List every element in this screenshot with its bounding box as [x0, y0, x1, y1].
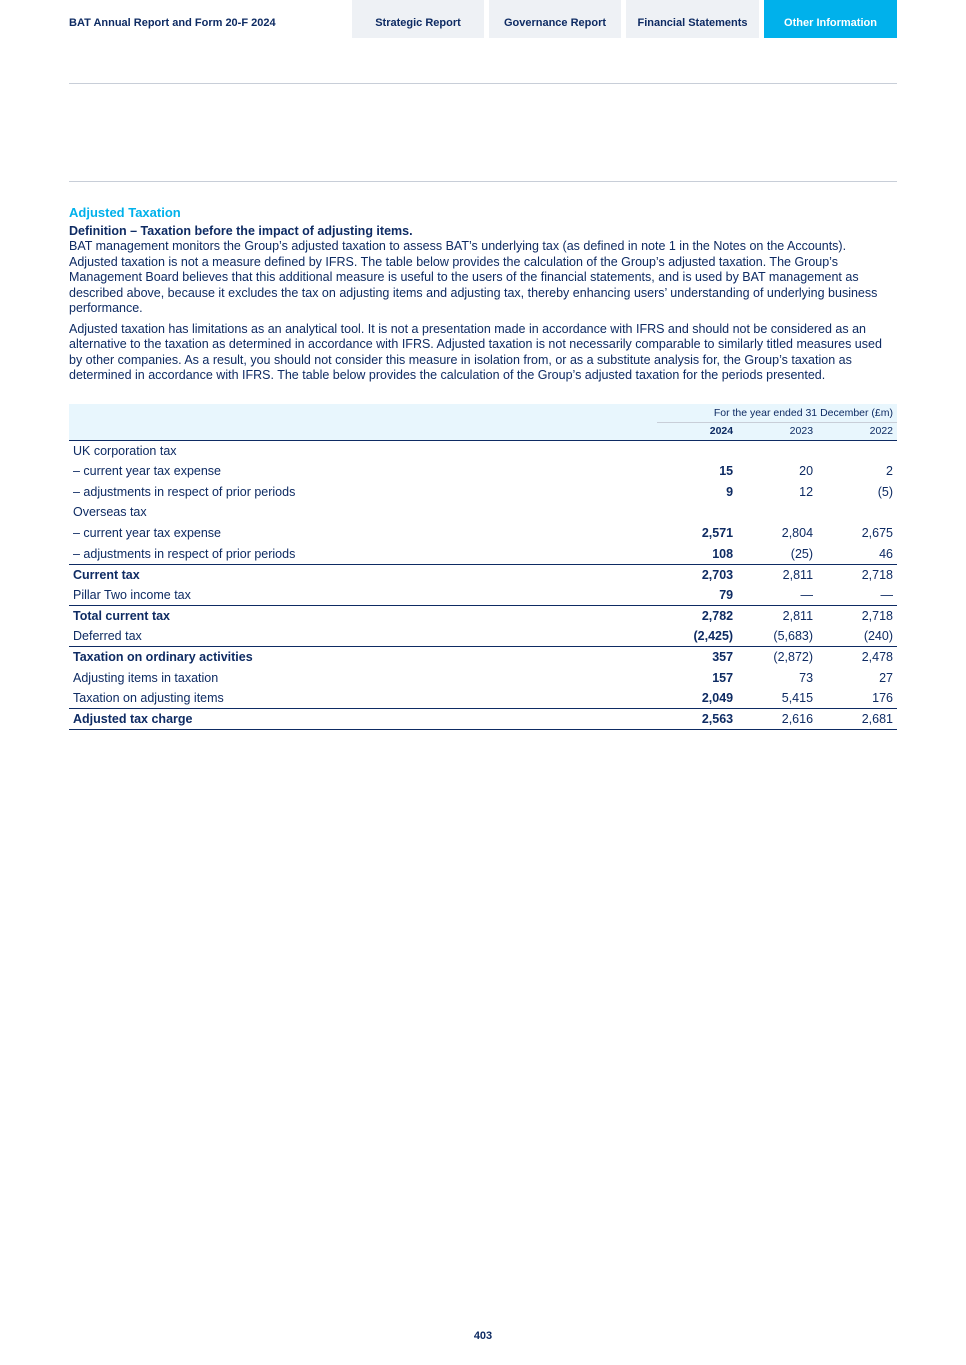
table-header-period: [69, 404, 897, 422]
table-row: Pillar Two income tax 79 — —: [73, 587, 893, 602]
table-row: Adjusting items in taxation 157 73 27: [73, 670, 893, 685]
table-row-subtotal: Total current tax 2,782 2,811 2,718: [69, 606, 897, 627]
tab-other-information[interactable]: Other Information: [764, 0, 897, 38]
table-row: – current year tax expense 2,571 2,804 2,675: [73, 526, 893, 541]
section-title: Adjusted Taxation: [69, 205, 181, 220]
year-2022: 2022: [817, 422, 897, 440]
adjusted-taxation-section: [69, 205, 897, 384]
report-title: BAT Annual Report and Form 20-F 2024: [69, 17, 276, 29]
year-2023: 2023: [737, 422, 817, 440]
table-row: – adjustments in respect of prior periods 108 (25) 46: [73, 546, 893, 561]
table-row: – current year tax expense 15 20 2: [73, 464, 893, 479]
tab-financial-statements[interactable]: Financial Statements: [626, 0, 759, 38]
adjusted-taxation-table: [69, 404, 897, 730]
page-number: 403: [473, 1330, 493, 1342]
top-navigation: [0, 0, 966, 38]
table-row: Deferred tax (2,425) (5,683) (240): [73, 629, 893, 644]
paragraph-2: Adjusted taxation has limitations as an analytical tool. It is not a presentation made in accordance with IFRS and should not be considered as an alternative to the taxation as determined in accordance with IFRS. Adjusted taxation is not necessarily comparable to similarly titled measures used by other companies. As a result, you should not consider this measure in isolation from, or as a substitute analysis for, the Group’s taxation as determined in accordance with IFRS. The table below provides the calculation of the Group’s adjusted taxation for the periods presented.: [69, 321, 882, 382]
year-2024: 2024: [657, 422, 737, 440]
table-row: Taxation on adjusting items 2,049 5,415 176: [73, 691, 893, 706]
table-row: – adjustments in respect of prior periods 9 12 (5): [73, 484, 893, 499]
definition-text: Definition – Taxation before the impact of adjusting items.: [69, 224, 413, 238]
table-row-subtotal: Current tax 2,703 2,811 2,718: [69, 564, 897, 585]
divider-section: [69, 181, 897, 182]
paragraph-1: BAT management monitors the Group’s adjusted taxation to assess BAT’s underlying tax (as defined in note 1 in the Notes on the Accounts). Adjusted taxation is not a measure defined by IFRS. The table below provides the calculation of the Group’s adjusted taxation. The Group’s Management Board believes that this additional measure is useful to the users of the financial statements, and is used by BAT management as described above, because it excludes the tax on adjusting items and adjusting tax, thereby enhancing users’ understanding of underlying business performance.: [69, 239, 878, 315]
table-row-subtotal: Taxation on ordinary activities 357 (2,872) 2,478: [69, 647, 897, 668]
period-header: For the year ended 31 December (£m): [657, 404, 897, 422]
table-row-total: Adjusted tax charge 2,563 2,616 2,681: [69, 709, 897, 730]
tab-strategic-report[interactable]: Strategic Report: [352, 0, 484, 38]
divider-top: [69, 83, 897, 84]
table-row: UK corporation tax: [73, 443, 177, 458]
table-header-years: [69, 422, 897, 440]
table-row: Overseas tax: [73, 505, 147, 520]
tab-governance-report[interactable]: Governance Report: [489, 0, 621, 38]
